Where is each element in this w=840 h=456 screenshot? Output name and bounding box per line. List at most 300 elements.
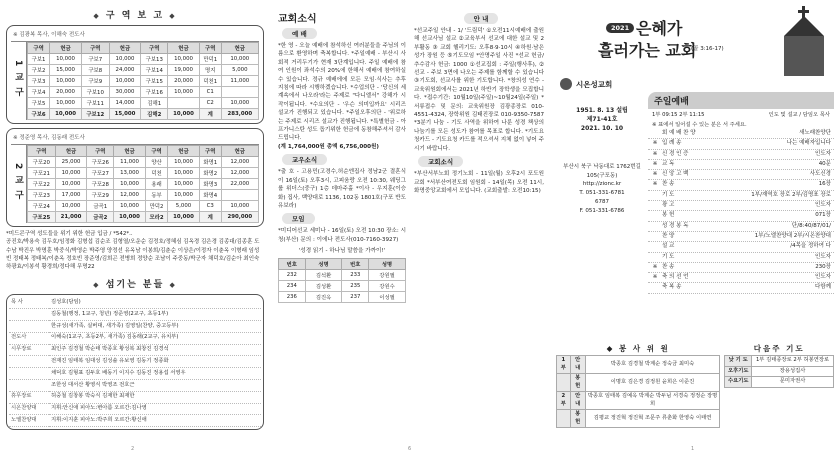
worship-item: 성 경 봉 독 [662,222,689,229]
table-cell: 10,000 [168,168,200,179]
next-prayer-row [725,356,834,367]
table-cell: 구보5 [28,98,50,109]
cover-banner [556,6,834,76]
table-cell [221,190,258,201]
table-row [279,280,406,291]
server-names: 최인주 김경철 박순태 박종호 황성복 최창진 김경석 [51,346,169,353]
table-cell: 17,000 [55,190,87,201]
duty-row [557,374,720,392]
next-prayer-kind: 수요기도 [725,377,752,388]
worship-order [648,92,834,294]
region-group-2 [6,128,264,227]
server-row [9,403,261,415]
table-cell: C2 [199,98,221,109]
worship-stand-mark: ※ [652,160,658,167]
table-cell: 236 [279,291,306,302]
table-cell: 양산 [145,157,167,168]
table-row [279,269,406,280]
worship-row [648,191,834,201]
table-cell: 김해1 [141,98,168,109]
table-cell: 명지 [199,65,221,76]
table-cell: 10,000 [50,98,82,109]
worship-leader: 1부/노엘찬양대 2부/시온찬양대 [754,232,831,239]
table-cell: 만덕2 [145,201,167,212]
guide-label: 안 내 [464,13,499,24]
worship-row [648,129,834,139]
worship-stand-mark [648,211,662,220]
table-cell: 5,000 [221,65,258,76]
worship-stand-mark [648,129,662,138]
table-cell: 10,000 [50,54,82,65]
table-cell: 구보8 [81,65,109,76]
table-cell: 10,000 [221,54,258,65]
table-cell: 283,000 [221,109,258,120]
server-row [9,368,261,380]
panel-middle [278,6,544,450]
church-name [556,76,616,92]
worship-row [648,242,834,252]
server-role [9,309,49,321]
table-cell: 금곡1 [87,201,114,212]
duty-kind: 안내 [570,356,585,374]
worship-stand-mark [648,242,662,251]
column-header: 구역 [141,43,168,54]
worship-stand-mark [648,253,662,262]
panel-left [6,6,264,450]
diamond-icon: ◆ [93,12,101,20]
table-row [28,65,259,76]
bible-table [278,258,406,303]
worship-leader: 다함께 [815,284,831,291]
table-cell: 11,000 [114,157,146,168]
column-header: 구역 [81,43,109,54]
service-lead: 인도 및 설교 / 담임오 목사 [768,112,830,118]
table-header-row [28,146,259,157]
table-cell: 화명2 [199,168,221,179]
table-cell: 5,000 [168,201,200,212]
table-cell: 10,000 [55,201,87,212]
server-row [9,297,261,308]
table-cell: 구포21 [28,168,56,179]
table-row [28,179,259,190]
next-prayer-title: 다음주 기도 [753,344,805,353]
page-number: 2 [131,446,135,452]
duty-row [557,392,720,410]
table-cell: 덕천1 [199,76,221,87]
server-role [9,368,49,380]
region-report-title [6,8,264,21]
church-building-icon [764,6,834,76]
worship-leader: 새노래찬양단 [799,130,831,136]
column-header: 성명 [369,258,406,269]
next-prayer-row [725,377,834,388]
worship-item: 신 앙 고 백 [662,171,689,178]
column-header: 성명 [305,258,342,269]
worship-title: 주일예배 [648,92,834,109]
server-row [9,356,261,368]
table-cell: 13,000 [114,168,146,179]
table-row [28,98,259,109]
table-cell: 구보13 [141,54,168,65]
worship-item: 찬 양 [662,232,675,239]
table-row [28,190,259,201]
news-column [278,10,406,303]
column-header: 헌금 [168,43,200,54]
offering-names: 공진호/박용숙 김두호/임정화 김형섭 김순조 김형열/오운순 김정호/정혜심 김옥경 김은경 김종대/김종훈 도수남 박진우 박명훈 박중식/박영순 박주영 양정선 유옥남 이봉희/김춘순 이상은/이정자 이춘옥 이형래 임성빈 정태복 정태복/이춘옥 정호빈 장준영/김희곤 전병희 정양순 조남이 주중동/박군자 채덕호/김순아 최인숙 하광효/이봉석 황경희/정다해 무명22 [6,239,260,271]
meeting-text: *미디어선교 세미나 - 16일(토) 오전 10:30 장소: 시청(부산) 문의 : 이에나 전도사(010-7160-3927) [278,228,406,243]
server-names: 허중철 김창봉 박숙식 김재한 최재한 [51,393,135,400]
worship-leader: 071장 [815,212,831,219]
website-link[interactable]: http://zionc.kr [582,181,622,187]
worship-stand-mark [648,201,662,210]
server-role [9,321,49,333]
diamond-icon: ◆ [93,281,101,290]
group1-label: 1교구 [11,42,27,120]
table-cell: 화명3 [199,179,221,190]
table-cell: 구보6 [28,109,50,120]
server-names: 지휘:이지훈 피아노:박주희 오르간:황신애 [51,416,147,423]
group1-caption: ※ 김광복 목사, 이해숙 전도사 [13,32,85,38]
phone: T. 051-331-6781 [579,190,625,196]
table-cell [221,87,258,98]
table-cell: 화명4 [199,190,221,201]
table-cell: 구보2 [28,65,50,76]
table-cell: 290,000 [221,212,258,223]
worship-total: (계 1,764,000원 총액 6,756,000원) [278,143,379,150]
column-header: 번호 [342,258,369,269]
server-role: 노엘찬양대 [11,416,37,423]
server-names: 한규성(새가족, 실버대, 새가족) 김영일(찬양, 중고등부) [51,322,179,329]
table-cell: 화명1 [199,157,221,168]
table-cell: 구보16 [141,87,168,98]
church-name-text: 시온성교회 [576,79,613,89]
table-cell: 24,000 [109,65,141,76]
diamond-icon: ◆ [169,281,177,290]
page-number: 6 [408,446,412,452]
worship-item: 봉 헌 [662,212,675,219]
table-cell: 구포20 [28,157,56,168]
worship-item: 축 복 송 [662,284,682,291]
worship-times [648,109,834,119]
table-cell: 구보9 [81,76,109,87]
table-cell: 10,000 [50,109,82,120]
worship-leader: 나는 예배자입니다 [786,140,831,147]
server-role [9,356,49,368]
worship-leader: 1부/재역호 장로 2부/김명표 장로 [751,191,831,198]
table-cell: 14,000 [109,98,141,109]
worship-row [648,160,834,170]
theme-title-2: 흘러가는 교회 [598,41,697,60]
servers-table [9,297,261,427]
region-title-text: 구 역 보 고 [105,11,165,21]
server-row [9,391,261,403]
worship-item: 찬 송 [662,263,675,270]
table-row [28,212,259,223]
column-header: 구역 [145,146,167,157]
table-cell: 237 [342,291,369,302]
worship-leader: 인도자 [815,202,831,209]
table-cell: 구포24 [28,201,56,212]
table-cell: 19,000 [168,65,200,76]
servers-title [6,277,264,290]
church-logo-icon [560,78,572,90]
duty-names: 김평교 정진혁 정진혁 조문주 류춘화 한영숙 이태연 [585,410,720,428]
duty-names: 박종호 김경철 박계순 정숙금 최미숙 [585,356,720,374]
server-names: 김성호(담임) [51,298,81,305]
server-row [9,415,261,427]
church-info [556,106,648,216]
column-header: 구역 [199,43,221,54]
table-cell: 덕천 [145,168,167,179]
worship-item: 신 경 인 증 [662,150,689,157]
worship-item: 광 고 [662,202,675,209]
table-cell: 10,000 [168,179,200,190]
table-cell: 12,000 [221,157,258,168]
server-names: 지휘:안신애 피아노:변아름 오르간:김나영 [51,405,147,412]
column-header: 헌금 [168,146,200,157]
worship-row [648,211,834,221]
table-row [28,201,259,212]
duty-table [556,355,720,428]
worship-row [648,283,834,293]
founded-date: 1951. 8. 13 설립 [576,107,628,114]
duty-kind: 봉헌 [570,374,585,392]
table-cell: 10,000 [114,212,146,223]
worship-leader: 인도자 [815,253,831,260]
worship-stand-mark [648,283,662,292]
group1-table [27,42,259,120]
address: 부산시 북구 낙동대로 1762번길 105(구포동) [563,164,641,179]
column-header: 구역 [28,146,56,157]
table-cell: 구보1 [28,54,50,65]
guide-text: *선교주일 안내 - 1/ '드림덕' ①오전11시예배에 출원해 선교사님 설교 ②교육부서 선교에 대한 설교 및 2부활동 ③ 교회 헬리기도: 오후8·9·10시 ④하원·남은성가 장원 등 ⑤기도모임 *안명주일 사진 *선교 헌금/추수감사 헌금: 1000 ①선교집회 : 주일(행사후), ②선교 - 주보 3면에 나오는 주제를 함께할 수 있습니다 ③기도회, 선교사를 위한 기도합니다. *창의성 연수 - 교육위원회에서는 2021년 하반기 장학생을 모집합니다. *접수기간: 10월10일(주일)~10월24일(주일) *서류접수 및 문의: 교육위원장 김광종장로 010-4551-4324, 장학위원 김태진장로 010-9350-7587 *3분기 나눔 - 기도 사역을 위하여 나룬 성경 책상의 나눔기를 모든 성도가 참여를 목표로 합니다. *기도요청카드 - 기도요청 카드를 적으셔서 지체 없이 넣어 주시기 바랍니다. [414,28,544,152]
table-cell: 10,000 [114,201,146,212]
worship-item: 회 예 배 찬 양 [662,130,696,136]
worship-text: *한 영 - 오늘 예배에 참석하신 여러분들을 주님의 이름으로 환영하며 축복합니다. *주일예배 - 부산시 사회적 거리두기가 현재 3단계입니다. 주일 예배에 참여 인원이 좌석수의 20%에 한해서 예배에 참여하실 수 있습니다. 정규 예배에에 모든 모임·식사는 추후 지침에 따라 시행하겠습니다. *수업의단 - '당신의 세계속에서 나오라'라는 주제로 "다니엘서" 강해가 시작이됩니다. *수요의단 - '우슨 의미입까요' 시리즈 설교가 진행되고 있습니다. *주일오후의단 - '위로하는 주제로 시리즈 설교가 진행됩니다. *특별헌금 - 아프가니스탄 성도 돕기위한 헌금에 동참해주셔서 감사드립니다. [278,43,406,142]
column-header: 구역 [28,43,50,54]
server-role: 목 사 [11,298,23,305]
table-cell: 22,000 [221,179,258,190]
column-header: 헌금 [221,43,258,54]
duty-group [557,410,571,428]
table-cell: 10,000 [168,109,200,120]
column-header: 구역 [87,146,114,157]
table-cell: 구포29 [87,190,114,201]
worship-leader: 40문 [818,160,831,167]
duty-title [556,343,720,354]
table-cell: 10,000 [168,190,200,201]
table-cell: 구보7 [81,54,109,65]
table-row [28,168,259,179]
year-badge: 2021 [606,23,634,33]
worship-rows [648,129,834,294]
table-header-row [28,43,259,54]
table-cell: 10,000 [114,179,146,190]
church-news-text: *부산서부노회 정기노회 - 11일(월) 오후2시 포도원교회 *서부산여전도회 임원회 - 14일(목) 오전 11시, 화명중앙교회에서 모입니다. (교회출발: 오전10:15) [414,171,544,194]
worship-leader: 230장 [815,263,831,270]
worship-leader: 사도신경 [809,171,831,178]
fax: F. 051-331-6786 [579,208,625,214]
worship-row [648,139,834,149]
bible-header-row [279,258,406,269]
column-header: 헌금 [114,146,146,157]
table-cell: 10,000 [168,54,200,65]
worship-leader: 16장 [818,181,831,188]
server-role: 시무장로 [11,346,32,353]
table-cell: 구보4 [28,87,50,98]
column-header: 번호 [279,258,306,269]
worship-leader: 인도자 [815,274,831,281]
table-cell: 구보14 [141,65,168,76]
table-cell: 10,000 [168,87,200,98]
table-cell: 10,000 [221,98,258,109]
table-row [28,54,259,65]
duty-section [556,342,834,428]
table-cell: 구보12 [81,109,109,120]
table-cell: 21,000 [55,212,87,223]
diamond-icon: ◆ [169,12,177,20]
table-cell: 10,000 [221,201,258,212]
worship-leader: 인도자 [815,150,831,157]
next-prayer-name: 장용성집사 [752,366,834,377]
worship-row [648,170,834,180]
column-header: 헌금 [109,43,141,54]
worship-row [648,150,834,160]
table-cell: 김해2 [141,109,168,120]
worship-stand-mark: ※ [652,263,658,270]
offering-note: *미드콘구역 성도들을 위기 위한 헌금 입금 / *542*.. [6,231,133,237]
group2-caption: ※ 정준영 목사, 김동래 전도사 [13,135,85,141]
church-news-label: 교회소식 [418,156,463,167]
table-cell: 10,000 [50,76,82,87]
table-row [28,87,259,98]
server-names: 전재진 임태복 임대성 김성솔 유보영 김동기 정종화 [51,357,169,364]
table-cell: 10,000 [55,179,87,190]
guide-column [414,10,544,195]
next-prayer-name: 문미자권사 [752,377,834,388]
servers-box [6,294,264,430]
group2-table [27,145,259,223]
column-header: 헌금 [55,146,87,157]
server-names: 이해숙(1교구, 초등2부, 새가족) 김동래(2교구, 유치부) [51,334,179,341]
table-cell: 김성환 [305,280,342,291]
table-cell: 25,000 [55,157,87,168]
table-cell: 금곡2 [87,212,114,223]
worship-stand-mark: ※ [652,274,658,281]
worship-stand-mark: ※ [652,150,658,157]
worship-stand-mark: ※ [652,181,658,188]
duty-kind: 안내 [570,392,585,410]
table-row [279,291,406,302]
duty-group [557,374,571,392]
diamond-icon: ◆ [606,344,615,353]
worship-row [648,232,834,242]
server-row [9,321,261,333]
server-row [9,344,261,356]
table-cell: 구보11 [81,98,109,109]
worship-row [648,222,834,232]
panel-right [556,6,834,450]
server-role: 휴무장로 [11,393,32,400]
table-cell: 구보15 [141,76,168,87]
table-cell: 15,000 [109,109,141,120]
table-cell: 235 [342,280,369,291]
worship-item: 입 례 송 [662,140,682,147]
worship-stand-mark [648,232,662,241]
table-cell: 233 [342,269,369,280]
table-cell: 구포25 [28,212,56,223]
worship-item: 찬 송 [662,181,675,188]
table-cell: 232 [279,269,306,280]
table-cell: 30,000 [109,87,141,98]
worship-stand-mark [648,191,662,200]
group2-label: 2교구 [11,145,27,223]
table-cell: 강원필 [369,269,406,280]
table-cell: 구포28 [87,179,114,190]
worship-stand-mark: ※ [652,171,658,178]
duty-names: 이명호 김은경 김정원 윤희은 이준진 [585,374,720,392]
region-group-1 [6,25,264,124]
table-cell: 구포23 [28,190,56,201]
member-news-label: 교우소식 [282,154,327,165]
column-header: 구역 [199,146,221,157]
next-prayer-name: 1부 김태종장로 2부 허봉연장로 [752,356,834,367]
worship-item: 축 의 선 언 [662,274,689,281]
table-cell: 김석환 [305,269,342,280]
table-cell: 만덕1 [199,54,221,65]
table-cell: 구포22 [28,179,56,190]
worship-leader: 단/8:40/87/01/ [791,222,831,229]
next-prayer-kind: 오후기도 [725,366,752,377]
table-cell: 20,000 [50,87,82,98]
table-row [28,76,259,87]
worship-row [648,263,834,273]
theme-verse: (골 3:16-17) [691,46,724,52]
column-header: 헌금 [50,43,82,54]
table-cell: 이성필 [369,291,406,302]
duty-row [557,356,720,374]
table-cell: 10,000 [109,54,141,65]
server-names: 김동철(행정, 1교구, 청년) 정준영(2교구, 초등1부) [51,310,169,317]
table-cell: 김진옥 [305,291,342,302]
table-cell: 구포27 [87,168,114,179]
table-cell: 11,000 [221,76,258,87]
group2-block [11,144,259,223]
duty-group: 2부 [557,392,571,410]
server-row [9,380,261,392]
table-cell: 15,000 [50,65,82,76]
table-cell: C3 [199,201,221,212]
column-header: 헌금 [221,146,258,157]
member-news-text: *출 호 - 고용민(고경수,허순엔집사 정남2군 결혼식이 16일(토) 오후3시, 고피움랑 오전 10:30, 웨딩그룹 위더스(중구) 1층 데마주홀 *이사 - 우지훈(이승화) 집사, 백양대로 1136, 102동 1801호(구포 반도유보라) [278,169,406,209]
worship-stand-mark [648,222,662,231]
table-cell: 10,000 [168,212,200,223]
service-note: ※ 표에서 일어설 수 있는 분은 서 주세요. [652,122,747,128]
worship-item: 기 도 [662,253,675,260]
server-role: 전도사 [11,334,27,341]
worship-row [648,253,834,263]
issue-number: 제71-41호 [586,116,618,123]
group1-block [11,41,259,120]
table-cell: 234 [279,280,306,291]
server-names: 채덕호 김형표 김두호 배동기 이지수 김동진 정용섭 서영우 [51,369,186,376]
service-times: 1부 09:15 2부 11:15 [652,112,705,118]
next-prayer-table [724,355,834,388]
next-prayer-kind: 낮 기 도 [725,356,752,367]
meeting-label: 모임 [282,213,315,224]
table-cell: 10,000 [109,76,141,87]
next-prayer-row [725,366,834,377]
